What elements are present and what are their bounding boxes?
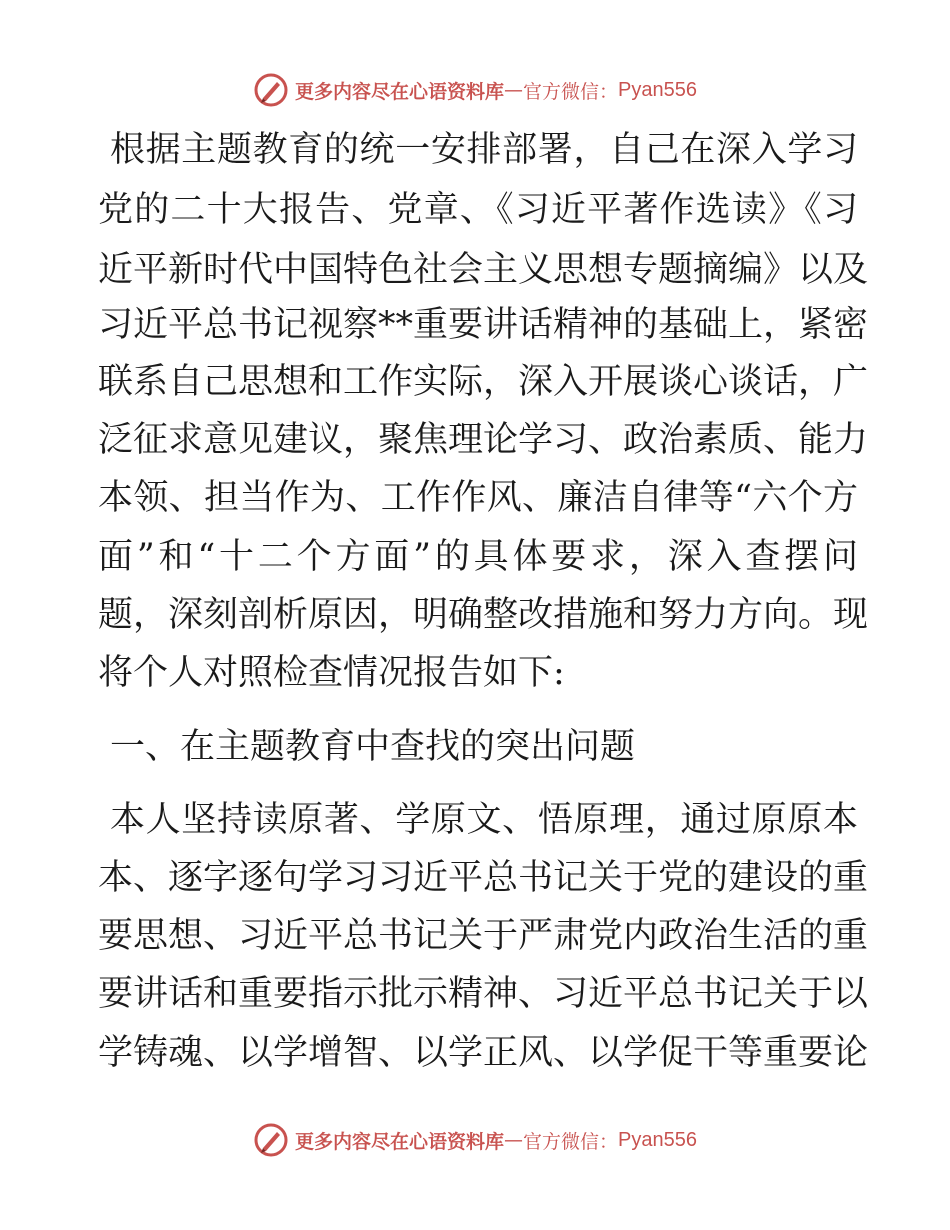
text-line: 泛征求意见建议，聚焦理论学习、政治素质、能力: [98, 420, 869, 460]
text-line: 本人坚持读原著、学原文、悟原理，通过原原本: [110, 800, 858, 840]
header-watermark-banner: [0, 70, 950, 110]
banner-separator: —: [504, 79, 524, 101]
pen-logo-icon: [253, 1122, 289, 1158]
text-line: 题，深刻剖析原因，明确整改措施和努力方向。现: [98, 595, 869, 635]
banner-wechat-id: Pyan556: [618, 78, 697, 101]
text-line: 根据主题教育的统一安排部署，自己在深入学习: [110, 130, 858, 170]
text-line: 习近平总书记视察**重要讲话精神的基础上，紧密: [98, 305, 869, 345]
banner-wechat-id: Pyan556: [618, 1128, 697, 1151]
footer-watermark-banner: [0, 1120, 950, 1160]
text-line: 要讲话和重要指示批示精神、习近平总书记关于以: [98, 974, 869, 1014]
text-line: 本领、担当作为、工作作风、廉洁自律等“六个方: [98, 478, 858, 518]
text-line: 学铸魂、以学增智、以学正风、以学促干等重要论: [98, 1033, 869, 1073]
banner-text: 更多内容尽在心语资料库: [295, 80, 505, 103]
text-line: 联系自己思想和工作实际，深入开展谈心谈话，广: [98, 362, 869, 402]
text-line: 要思想、习近平总书记关于严肃党内政治生活的重: [98, 916, 869, 956]
text-line: 近平新时代中国特色社会主义思想专题摘编》以及: [98, 250, 869, 290]
text-line: 面”和“十二个方面”的具体要求，深入查摆问: [98, 537, 858, 577]
banner-separator: —: [504, 1129, 524, 1151]
banner-wechat-label: 官方微信：: [523, 1130, 619, 1153]
pen-logo-icon: [253, 72, 289, 108]
section-heading: 一、在主题教育中查找的突出问题: [110, 727, 636, 767]
text-line: 党的二十大报告、党章、《习近平著作选读》《习: [98, 190, 858, 230]
text-line: 本、逐字逐句学习习近平总书记关于党的建设的重: [98, 858, 869, 898]
banner-wechat-label: 官方微信：: [523, 80, 619, 103]
banner-text: 更多内容尽在心语资料库: [295, 1130, 505, 1153]
text-line: 将个人对照检查情况报告如下:: [98, 653, 565, 693]
